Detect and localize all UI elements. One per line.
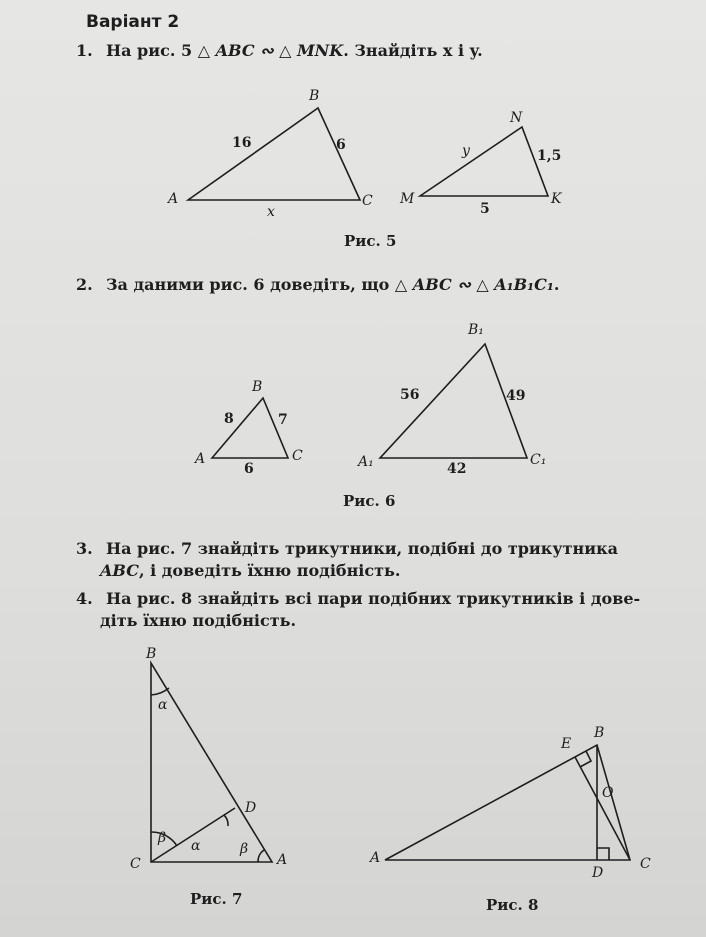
figure-7-caption: Рис. 7 [190,890,243,908]
variant-title: Варіант 2 [86,12,180,32]
task-2-lead: За даними рис. 6 доведіть, що [106,275,390,294]
side-8-fig6: 8 [224,411,234,427]
right-angle-e [580,751,591,767]
triangle-mnk-fig5 [420,127,548,196]
angle-mark-b [151,688,169,695]
side-6-fig6: 6 [244,461,254,477]
label-a-fig6: A [195,451,206,467]
angle-alpha-d: α [191,838,201,854]
label-c-fig5: C [362,193,373,209]
side-42-fig6: 42 [447,461,467,477]
side-5-fig5: 5 [480,201,490,217]
label-m-fig5: M [400,191,415,207]
task-1-math: △ ABC ∾ △ MNK [197,41,344,60]
task-1-tail: . Знайдіть x і y. [343,41,483,60]
task-3 [76,538,676,582]
task-2-math: △ ABC ∾ △ A₁B₁C₁ [394,275,554,294]
side-x-fig5: x [267,204,275,220]
task-2-number: 2. [76,275,93,294]
angle-beta-c: β [158,830,167,846]
figure-6-caption: Рис. 6 [343,492,396,510]
side-16-fig5: 16 [232,135,252,151]
label-c-fig6: C [292,448,303,464]
task-3-number: 3. [76,539,93,558]
label-b-fig8: B [594,725,605,741]
figure-8-caption: Рис. 8 [486,896,539,914]
task-3-line1: На рис. 7 знайдіть трикутники, подібні до трикутника [106,539,618,558]
segment-cd-fig7 [151,808,235,862]
task-4 [76,588,676,632]
angle-mark-c [151,832,177,846]
label-a-fig7: A [277,852,288,868]
task-1-number: 1. [76,41,93,60]
segment-ce-fig8 [575,757,630,860]
side-49-fig6: 49 [506,388,526,404]
label-c-fig8: C [640,856,651,872]
angle-mark-d-left [224,815,228,826]
label-d-fig7: D [245,800,257,816]
label-e-fig8: E [561,736,572,752]
label-b-fig7: B [146,646,157,662]
label-b1-fig6: B₁ [468,322,484,338]
task-4-line2: діть їхню подібність. [100,611,297,630]
task-3-math: ABC [100,561,139,580]
side-y-fig5: y [462,143,470,159]
task-3-tail: , і доведіть їхню подібність. [138,561,401,580]
task-2-tail: . [553,275,560,294]
label-o-fig8: O [602,785,614,801]
triangle-abc-fig7 [151,663,272,862]
label-k-fig5: K [551,191,562,207]
side-6-fig5: 6 [336,137,346,153]
task-1-lead: На рис. 5 [106,41,193,60]
label-c-fig7: C [130,856,141,872]
label-a-fig8: A [370,850,381,866]
label-a1-fig6: A₁ [358,454,374,470]
figure-5-caption: Рис. 5 [344,232,397,250]
side-56-fig6: 56 [400,387,420,403]
angle-beta-a: β [240,841,249,857]
label-a-fig5: A [168,191,179,207]
label-c1-fig6: C₁ [530,452,547,468]
label-d-fig8: D [592,865,604,881]
triangle-a1b1c1-fig6 [380,344,527,458]
triangle-abc-fig8 [385,745,630,860]
task-1 [76,40,676,62]
angle-alpha-b: α [158,697,168,713]
right-angle-d [597,848,609,860]
label-b-fig5: B [309,88,320,104]
task-2 [76,274,676,296]
side-15-fig5: 1,5 [537,148,562,164]
label-n-fig5: N [510,110,523,126]
triangle-abc-fig5 [188,108,360,200]
task-4-line1: На рис. 8 знайдіть всі пари подібних трикутників і дове- [106,589,641,608]
task-4-number: 4. [76,589,93,608]
triangle-abc-fig6 [212,398,288,458]
side-7-fig6: 7 [278,412,288,428]
angle-mark-a [258,850,264,862]
label-b-fig6: B [252,379,263,395]
